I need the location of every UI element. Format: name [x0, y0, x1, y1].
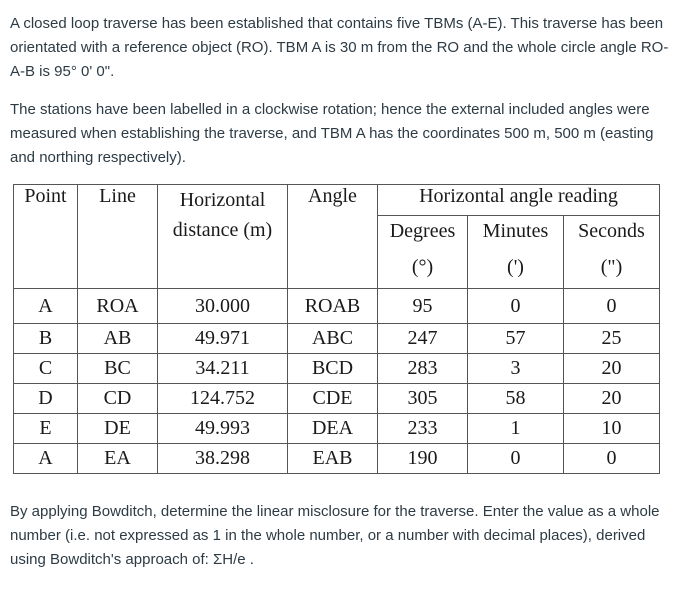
cell-seconds: 25: [564, 324, 660, 354]
table-row: [14, 384, 660, 414]
cell-angle: DEA: [288, 414, 378, 444]
cell-angle: CDE: [288, 384, 378, 414]
cell-point: B: [14, 324, 78, 354]
cell-distance: 34.211: [158, 354, 288, 384]
question-paragraph: By applying Bowditch, determine the linear misclosure for the traverse. Enter the value as a whole number (i.e. not expressed as 1 in the whole number, or a number with decimal places), derived using Bowditch's approach of: ΣH/e .: [10, 503, 660, 568]
cell-line: EA: [78, 444, 158, 474]
header-minutes-unit: ('): [468, 254, 564, 289]
header-point: Point: [14, 185, 78, 289]
cell-minutes: 3: [468, 354, 564, 384]
traverse-table: [13, 184, 660, 474]
intro-paragraph-2: The stations have been labelled in a clockwise rotation; hence the external included angles were measured when establishing the traverse, and TBM A has the coordinates 500 m, 500 m (easting and northing respectively).: [10, 101, 654, 166]
cell-degrees: 233: [378, 414, 468, 444]
cell-line: DE: [78, 414, 158, 444]
cell-point: A: [14, 444, 78, 474]
header-horizontal-angle-reading: Horizontal angle reading: [378, 185, 660, 216]
intro-paragraph-1: A closed loop traverse has been established that contains five TBMs (A-E). This traverse has been orientated with a reference object (RO). TBM A is 30 m from the RO and the whole circle angle RO-A-B is 95° 0' 0".: [10, 15, 669, 80]
table-row: [14, 444, 660, 474]
cell-minutes: 1: [468, 414, 564, 444]
cell-angle: EAB: [288, 444, 378, 474]
cell-line: BC: [78, 354, 158, 384]
header-degrees: Degrees: [378, 216, 468, 255]
header-minutes: Minutes: [468, 216, 564, 255]
cell-minutes: 58: [468, 384, 564, 414]
cell-distance: 49.971: [158, 324, 288, 354]
header-horizontal-distance: Horizontal distance (m): [158, 185, 288, 289]
cell-seconds: 20: [564, 354, 660, 384]
cell-point: E: [14, 414, 78, 444]
table-row: [14, 324, 660, 354]
cell-seconds: 20: [564, 384, 660, 414]
cell-angle: ABC: [288, 324, 378, 354]
header-degrees-unit: (°): [378, 254, 468, 289]
table-row: [14, 289, 660, 324]
cell-line: AB: [78, 324, 158, 354]
cell-angle: ROAB: [288, 289, 378, 324]
cell-degrees: 305: [378, 384, 468, 414]
cell-point: C: [14, 354, 78, 384]
cell-line: CD: [78, 384, 158, 414]
cell-minutes: 57: [468, 324, 564, 354]
cell-seconds: 0: [564, 444, 660, 474]
cell-minutes: 0: [468, 289, 564, 324]
cell-seconds: 10: [564, 414, 660, 444]
cell-point: A: [14, 289, 78, 324]
header-line: Line: [78, 185, 158, 289]
cell-degrees: 190: [378, 444, 468, 474]
cell-line: ROA: [78, 289, 158, 324]
header-seconds: Seconds: [564, 216, 660, 255]
header-seconds-unit: ("): [564, 254, 660, 289]
cell-degrees: 283: [378, 354, 468, 384]
table-row: [14, 354, 660, 384]
cell-distance: 49.993: [158, 414, 288, 444]
cell-degrees: 247: [378, 324, 468, 354]
cell-point: D: [14, 384, 78, 414]
table-row: [14, 414, 660, 444]
cell-distance: 38.298: [158, 444, 288, 474]
cell-angle: BCD: [288, 354, 378, 384]
cell-minutes: 0: [468, 444, 564, 474]
cell-degrees: 95: [378, 289, 468, 324]
cell-distance: 124.752: [158, 384, 288, 414]
cell-distance: 30.000: [158, 289, 288, 324]
header-angle: Angle: [288, 185, 378, 289]
cell-seconds: 0: [564, 289, 660, 324]
